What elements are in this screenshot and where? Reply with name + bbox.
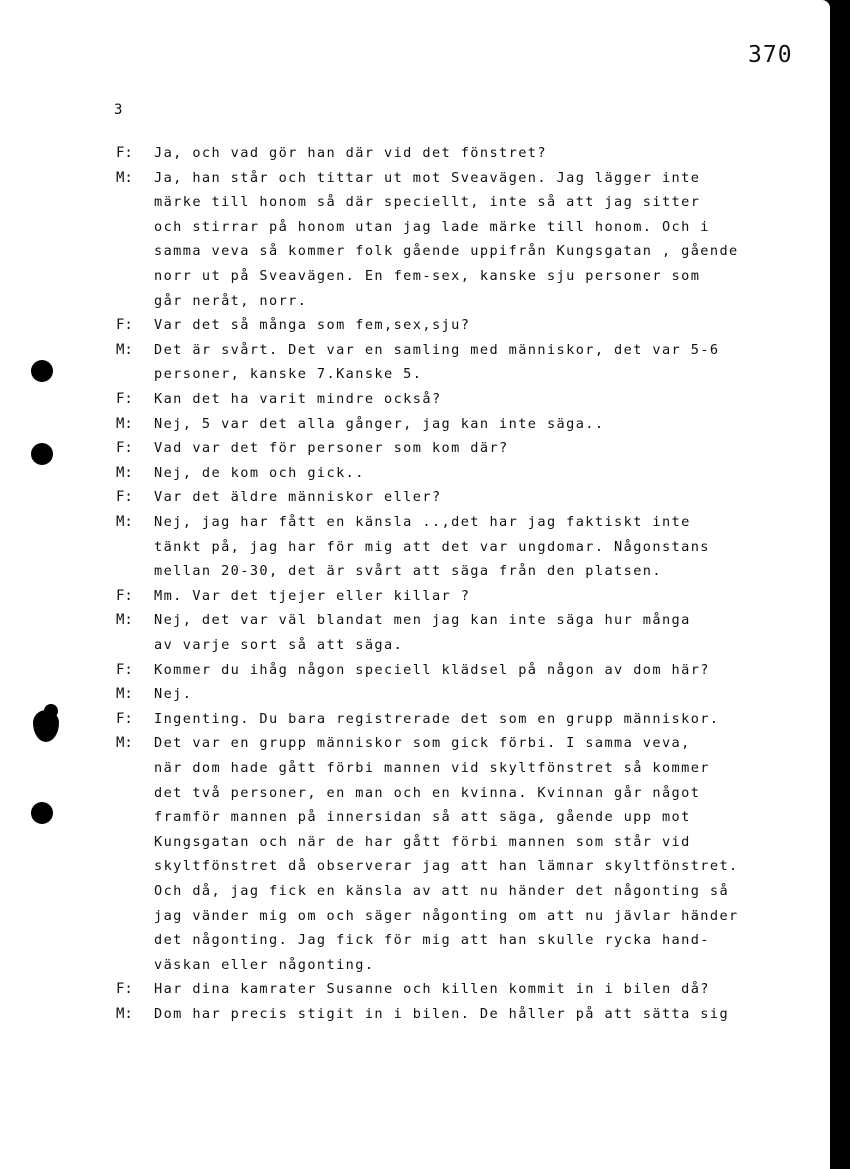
speech-line: Nej. — [154, 686, 193, 703]
speech-line: personer, kanske 7.Kanske 5. — [154, 366, 423, 383]
speaker-label: M: — [116, 415, 133, 432]
speech-text — [154, 170, 794, 318]
speech-line: Har dina kamrater Susanne och killen kommit in i bilen då? — [154, 981, 710, 998]
speech-text — [154, 440, 794, 465]
speech-text — [154, 317, 794, 342]
speaker-label: F: — [116, 317, 133, 334]
speech-text — [154, 735, 794, 981]
speaker-label: M: — [116, 735, 133, 752]
speech-line: skyltfönstret då observerar jag att han lämnar skyltfönstret. — [154, 858, 739, 875]
speech-text — [154, 1006, 794, 1031]
punch-hole — [31, 443, 53, 465]
speech-text — [154, 489, 794, 514]
speech-line: det två personer, en man och en kvinna. Kvinnan går något — [154, 784, 701, 801]
speech-line: Mm. Var det tjejer eller killar ? — [154, 587, 471, 604]
speech-text — [154, 612, 794, 661]
speech-line: tänkt på, jag har för mig att det var ungdomar. Någonstans — [154, 538, 710, 555]
speech-text — [154, 588, 794, 613]
punch-hole — [31, 360, 53, 382]
speech-line: Vad var det för personer som kom där? — [154, 440, 509, 457]
speech-text — [154, 514, 794, 588]
speech-line: Var det så många som fem,sex,sju? — [154, 317, 471, 334]
speech-text — [154, 711, 794, 736]
speech-text — [154, 662, 794, 687]
speech-line: Kan det ha varit mindre också? — [154, 391, 442, 407]
speaker-label: F: — [116, 391, 133, 407]
speaker-label: M: — [116, 514, 133, 530]
speech-line: Och då, jag fick en känsla av att nu händer det någonting så — [154, 882, 730, 899]
speech-line: Nej, jag har fått en känsla ..,det har jag faktiskt inte — [154, 514, 691, 530]
speech-line: går neråt, norr. — [154, 292, 308, 309]
speech-text — [154, 342, 794, 391]
speaker-label: F: — [116, 981, 133, 998]
speech-line: Ingenting. Du bara registrerade det som en grupp människor. — [154, 710, 720, 727]
speech-text — [154, 686, 794, 711]
speech-line: Nej, de kom och gick.. — [154, 464, 365, 481]
speech-line: det någonting. Jag fick för mig att han skulle rycka hand- — [154, 932, 710, 949]
speech-line: Dom har precis stigit in i bilen. De håller på att sätta sig — [154, 1006, 730, 1022]
speaker-label: F: — [116, 489, 133, 506]
speaker-label: M: — [116, 341, 133, 358]
speech-line: framför mannen på innersidan så att säga, gående upp mot — [154, 809, 691, 826]
section-number: 3 — [114, 102, 123, 118]
speech-text — [154, 145, 794, 170]
speech-line: Det var en grupp människor som gick förbi. I samma veva, — [154, 735, 691, 752]
speaker-label: M: — [116, 1006, 133, 1022]
speech-line: när dom hade gått förbi mannen vid skyltfönstret så kommer — [154, 759, 710, 776]
speech-line: mellan 20-30, det är svårt att säga från den platsen. — [154, 563, 662, 580]
speech-line: Ja, han står och tittar ut mot Sveavägen. Jag lägger inte — [154, 169, 701, 186]
speech-line: Var det äldre människor eller? — [154, 489, 442, 506]
speaker-label: M: — [116, 464, 133, 481]
speech-line: jag vänder mig om och säger någonting om att nu jävlar händer — [154, 907, 739, 924]
speech-line: av varje sort så att säga. — [154, 636, 404, 653]
speaker-label: F: — [116, 710, 133, 727]
speech-line: och stirrar på honom utan jag lade märke till honom. Och i — [154, 218, 710, 235]
speaker-label: F: — [116, 145, 133, 161]
speaker-label: F: — [116, 661, 133, 678]
speech-line: Nej, 5 var det alla gånger, jag kan inte säga.. — [154, 415, 605, 432]
speech-line: märke till honom så där speciellt, inte så att jag sitter — [154, 194, 701, 211]
speaker-label: F: — [116, 587, 133, 604]
speech-line: Det är svårt. Det var en samling med människor, det var 5-6 — [154, 341, 720, 358]
speaker-label: M: — [116, 686, 133, 703]
punch-hole — [31, 802, 53, 824]
speaker-label: F: — [116, 440, 133, 457]
speech-line: Ja, och vad gör han där vid det fönstret? — [154, 145, 547, 161]
speech-line: Kommer du ihåg någon speciell klädsel på någon av dom här? — [154, 661, 710, 678]
speech-text — [154, 465, 794, 490]
speaker-label: M: — [116, 169, 133, 186]
speaker-label: M: — [116, 612, 133, 629]
speech-text — [154, 416, 794, 441]
speech-text — [154, 391, 794, 416]
speech-line: väskan eller någonting. — [154, 956, 375, 973]
page-number: 370 — [748, 42, 793, 68]
speech-text — [154, 981, 794, 1006]
speech-line: samma veva så kommer folk gående uppifrån Kungsgatan , gående — [154, 243, 739, 260]
speech-line: Nej, det var väl blandat men jag kan inte säga hur många — [154, 612, 691, 629]
speech-line: norr ut på Sveavägen. En fem-sex, kanske sju personer som — [154, 267, 701, 284]
speech-line: Kungsgatan och när de har gått förbi mannen som står vid — [154, 833, 691, 850]
